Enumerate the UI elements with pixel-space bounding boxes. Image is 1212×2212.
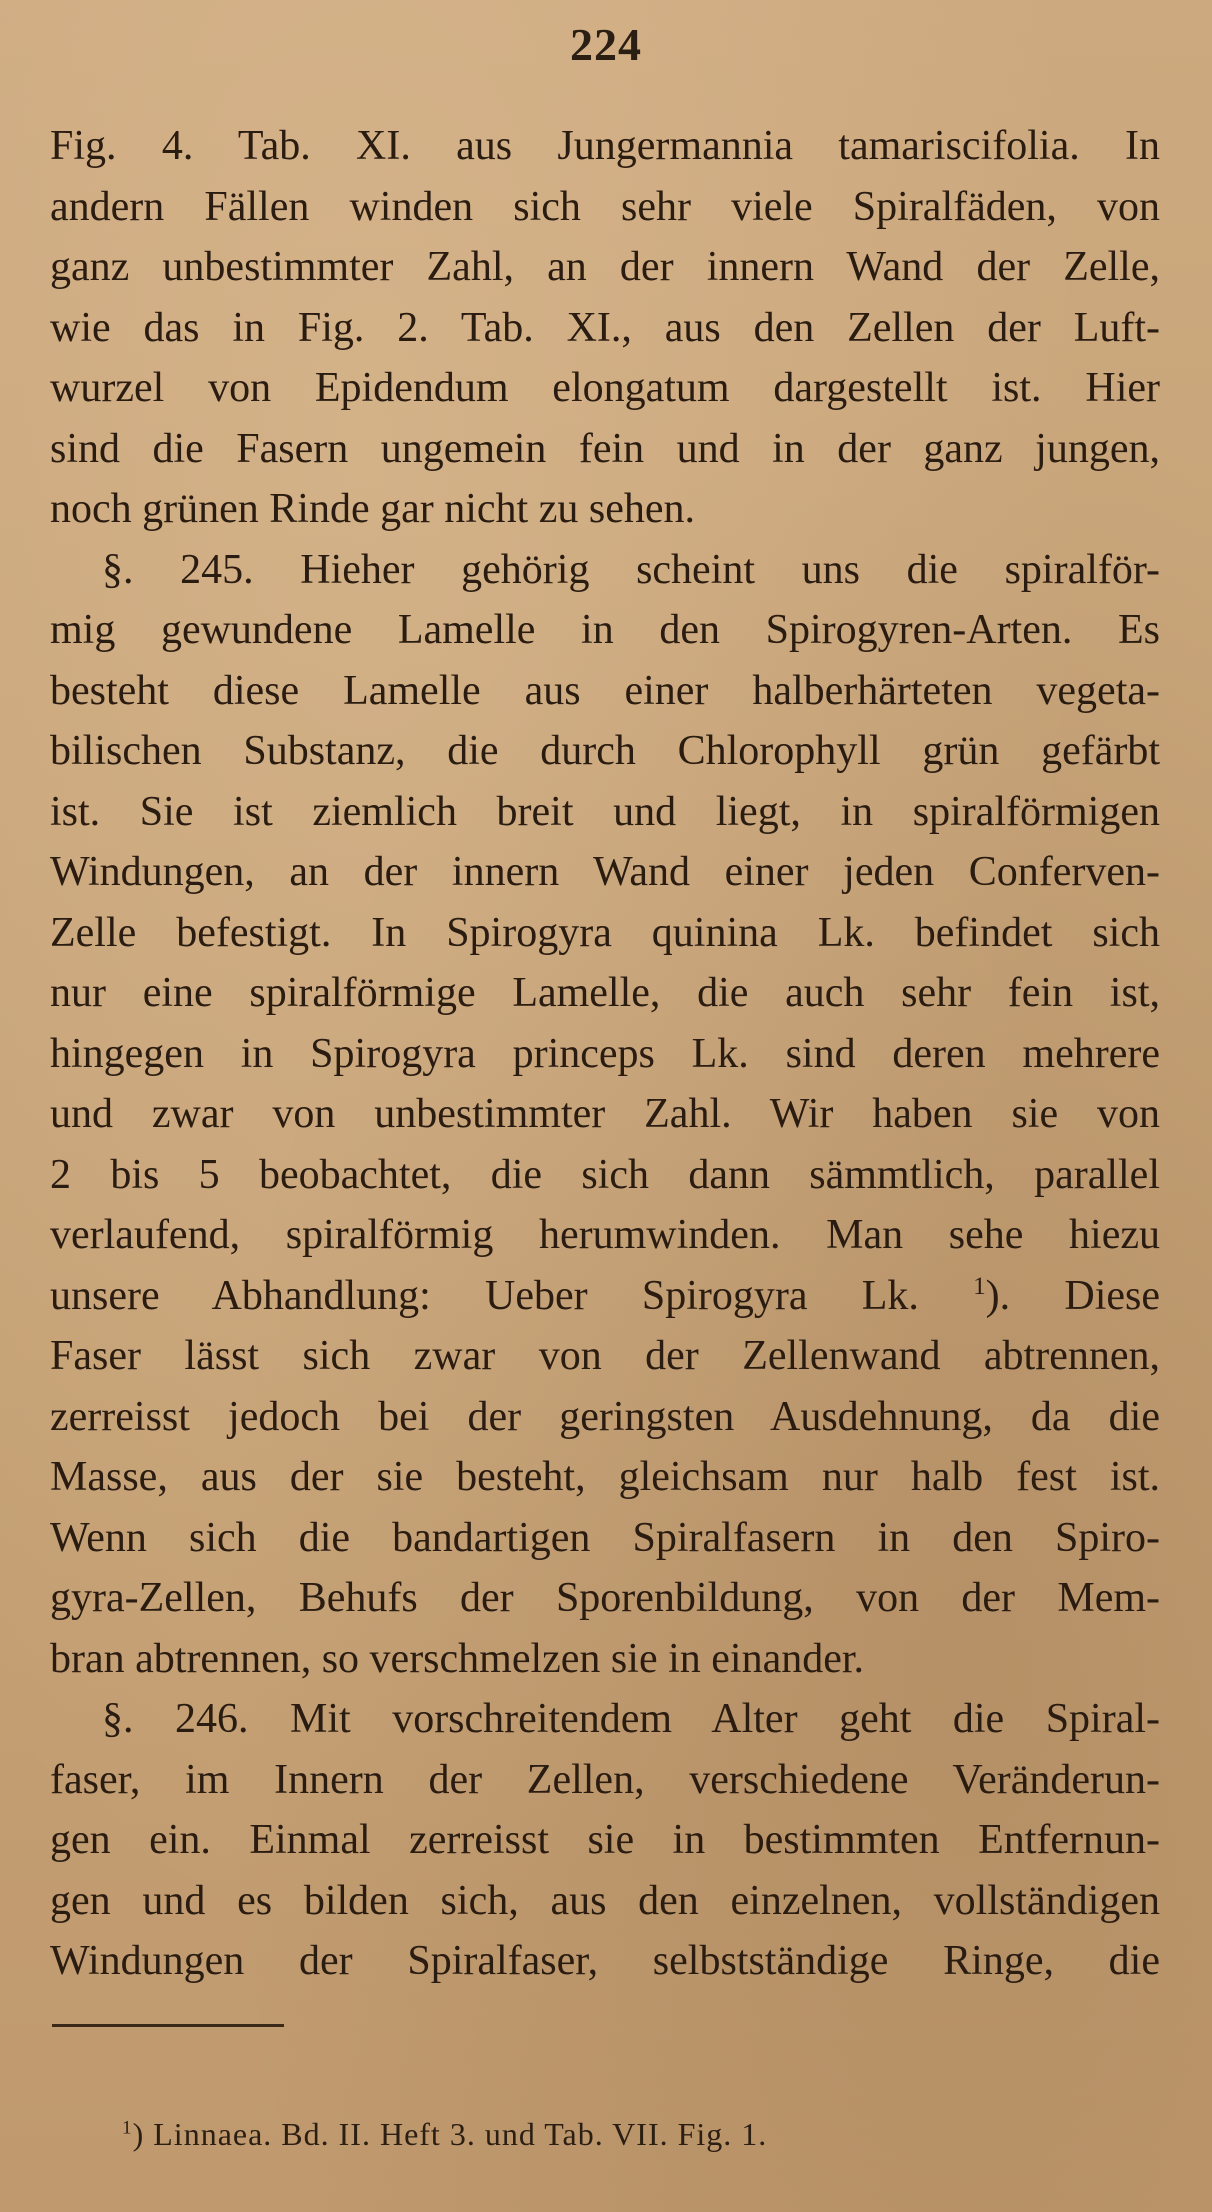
text-line: Faser lässt sich zwar von der Zellenwand abtrennen,	[50, 1333, 1160, 1379]
text-line: noch grünen Rinde gar nicht zu sehen.	[50, 486, 695, 532]
text-line: sind die Fasern ungemein fein und in der ganz jungen,	[50, 425, 1160, 472]
footnote-reference: 1	[973, 1272, 986, 1300]
text-line-with-footnote-ref	[50, 1266, 1160, 1327]
text-line: gen und es bilden sich, aus den einzelnen, vollständigen	[50, 1877, 1160, 1924]
text-line: nur eine spiralförmige Lamelle, die auch sehr fein ist,	[50, 970, 1160, 1016]
text-line: wie das in Fig. 2. Tab. XI., aus den Zellen der Luft-	[50, 304, 1160, 351]
text-line: gen ein. Einmal zerreisst sie in bestimmten Entfernun-	[50, 1817, 1160, 1863]
text-line: §. 245. Hieher gehörig scheint uns die spiralför-	[102, 546, 1160, 593]
text-line-end: ). Diese	[985, 1272, 1160, 1319]
text-line: gyra-Zellen, Behufs der Sporenbildung, von der Mem-	[50, 1575, 1160, 1621]
footnote-divider	[52, 2024, 284, 2027]
text-line: faser, im Innern der Zellen, verschiedene Veränderun-	[50, 1756, 1160, 1803]
text-line: Windungen, an der innern Wand einer jeden Conferven-	[50, 849, 1160, 895]
text-line: Windungen der Spiralfaser, selbstständige Ringe, die	[50, 1938, 1160, 1984]
text-line: ganz unbestimmter Zahl, an der innern Wand der Zelle,	[50, 244, 1160, 290]
footnote-mark: 1	[122, 2117, 133, 2139]
text-line: §. 246. Mit vorschreitendem Alter geht die Spiral-	[102, 1696, 1160, 1742]
text-line: Fig. 4. Tab. XI. aus Jungermannia tamariscifolia. In	[50, 123, 1160, 169]
footnote-text: ) Linnaea. Bd. II. Heft 3. und Tab. VII. Fig. 1.	[132, 2116, 768, 2152]
text-line: mig gewundene Lamelle in den Spirogyren-Arten. Es	[50, 607, 1160, 653]
text-line: bran abtrennen, so verschmelzen sie in einander.	[50, 1635, 865, 1682]
text-line-start: unsere Abhandlung: Ueber Spirogyra Lk.	[50, 1272, 919, 1319]
text-line: verlaufend, spiralförmig herumwinden. Man sehe hiezu	[50, 1212, 1160, 1258]
text-line: Zelle befestigt. In Spirogyra quinina Lk. befindet sich	[50, 909, 1160, 956]
text-line: bilischen Substanz, die durch Chlorophyll grün gefärbt	[50, 728, 1160, 774]
body-text	[50, 116, 1160, 1992]
text-line: und zwar von unbestimmter Zahl. Wir haben sie von	[50, 1091, 1160, 1137]
text-line: andern Fällen winden sich sehr viele Spiralfäden, von	[50, 183, 1160, 230]
text-line: besteht diese Lamelle aus einer halberhärteten vegeta-	[50, 667, 1160, 714]
page-number: 224	[570, 19, 642, 70]
text-line: zerreisst jedoch bei der geringsten Ausdehnung, da die	[50, 1393, 1160, 1440]
text-line: ist. Sie ist ziemlich breit und liegt, in spiralförmigen	[50, 788, 1160, 835]
text-line: Masse, aus der sie besteht, gleichsam nur halb fest ist.	[50, 1454, 1160, 1500]
text-line: hingegen in Spirogyra princeps Lk. sind deren mehrere	[50, 1030, 1160, 1077]
text-line: Wenn sich die bandartigen Spiralfasern in den Spiro-	[50, 1514, 1160, 1561]
text-line: wurzel von Epidendum elongatum dargestellt ist. Hier	[50, 365, 1160, 411]
text-line: 2 bis 5 beobachtet, die sich dann sämmtlich, parallel	[50, 1151, 1160, 1198]
footnote	[122, 2116, 767, 2153]
